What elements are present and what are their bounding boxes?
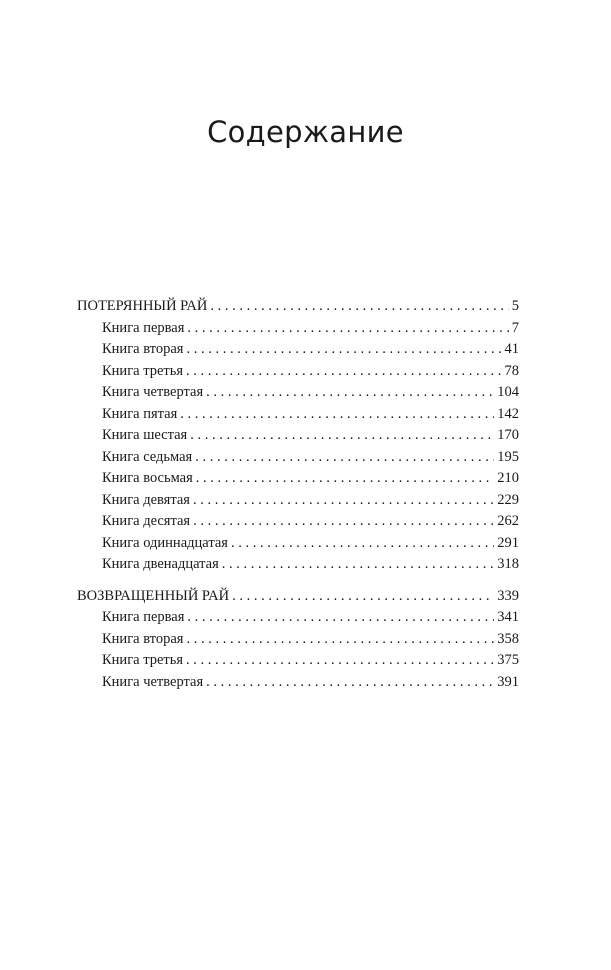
toc-page-number: 195 [497, 448, 519, 465]
toc-entry-label: Книга третья [102, 652, 184, 668]
toc-page-number: 142 [497, 405, 519, 422]
toc-entry[interactable] [77, 511, 519, 533]
toc-entry[interactable] [77, 339, 519, 361]
dot-leader [231, 533, 494, 555]
toc-page-number: 7 [511, 319, 519, 336]
toc-page-number: 104 [497, 384, 519, 400]
toc-page-number: 391 [497, 673, 519, 690]
toc-page-number: 341 [497, 609, 519, 625]
toc-entry[interactable] [77, 650, 519, 672]
toc-entry[interactable] [77, 468, 519, 490]
toc-entry-label: Книга четвертая [102, 673, 204, 690]
dot-leader [186, 361, 501, 383]
toc-entry[interactable] [77, 318, 519, 340]
toc-page-number: 291 [497, 534, 519, 551]
toc-entry-label: Книга пятая [102, 405, 178, 422]
dot-leader [186, 650, 494, 672]
toc-entry-label: Книга первая [102, 319, 185, 336]
dot-leader [206, 672, 494, 694]
toc-entry-label: Книга четвертая [102, 384, 204, 400]
toc-page-number: 339 [497, 587, 519, 604]
toc-page-number: 78 [504, 362, 519, 379]
toc-page-number: 229 [497, 491, 519, 508]
toc-entry-label: ВОЗВРАЩЕННЫЙ РАЙ [77, 587, 230, 604]
toc-entry[interactable] [77, 533, 519, 555]
toc-entry-label: Книга вторая [102, 341, 184, 357]
dot-leader [190, 425, 494, 447]
dot-leader [193, 490, 494, 512]
toc-entry[interactable] [77, 382, 519, 404]
toc-entry[interactable] [77, 296, 519, 318]
toc-page-number: 210 [497, 470, 519, 486]
toc-entry[interactable] [77, 586, 519, 608]
toc-page-number: 5 [511, 298, 519, 314]
toc-entry[interactable] [77, 672, 519, 694]
toc-entry[interactable] [77, 607, 519, 629]
dot-leader [187, 607, 494, 629]
toc-entry-label: Книга шестая [102, 427, 188, 443]
toc-page-number: 170 [497, 427, 519, 443]
toc-entry-label: ПОТЕРЯННЫЙ РАЙ [77, 298, 208, 314]
dot-leader [186, 339, 501, 361]
dot-leader [186, 629, 494, 651]
toc-entry-label: Книга девятая [102, 491, 190, 508]
dot-leader [187, 318, 508, 340]
dot-leader [195, 447, 494, 469]
table-of-contents [77, 296, 519, 693]
toc-page-number: 262 [497, 513, 519, 529]
dot-leader [193, 511, 494, 533]
dot-leader [206, 382, 494, 404]
toc-entry-label: Книга восьмая [102, 470, 193, 486]
toc-page-number: 375 [497, 652, 519, 668]
toc-page-number: 41 [504, 341, 519, 357]
toc-entry[interactable] [77, 361, 519, 383]
toc-entry[interactable] [77, 554, 519, 576]
toc-page-number: 358 [497, 630, 519, 647]
toc-part-paradise-lost [77, 296, 519, 576]
toc-entry[interactable] [77, 629, 519, 651]
dot-leader [210, 296, 508, 318]
toc-page-number: 318 [497, 556, 519, 572]
toc-entry-label: Книга третья [102, 362, 184, 379]
dot-leader [196, 468, 494, 490]
toc-entry-label: Книга двенадцатая [102, 556, 219, 572]
toc-entry[interactable] [77, 404, 519, 426]
dot-leader [180, 404, 494, 426]
toc-entry-label: Книга первая [102, 609, 185, 625]
toc-entry[interactable] [77, 425, 519, 447]
dot-leader [222, 554, 494, 576]
toc-entry-label: Книга седьмая [102, 448, 193, 465]
dot-leader [232, 586, 494, 608]
toc-entry[interactable] [77, 447, 519, 469]
toc-entry[interactable] [77, 490, 519, 512]
toc-entry-label: Книга одиннадцатая [102, 534, 228, 551]
page-title: Содержание [207, 115, 404, 150]
toc-entry-label: Книга десятая [102, 513, 191, 529]
toc-entry-label: Книга вторая [102, 630, 184, 647]
toc-part-paradise-regained [77, 586, 519, 694]
